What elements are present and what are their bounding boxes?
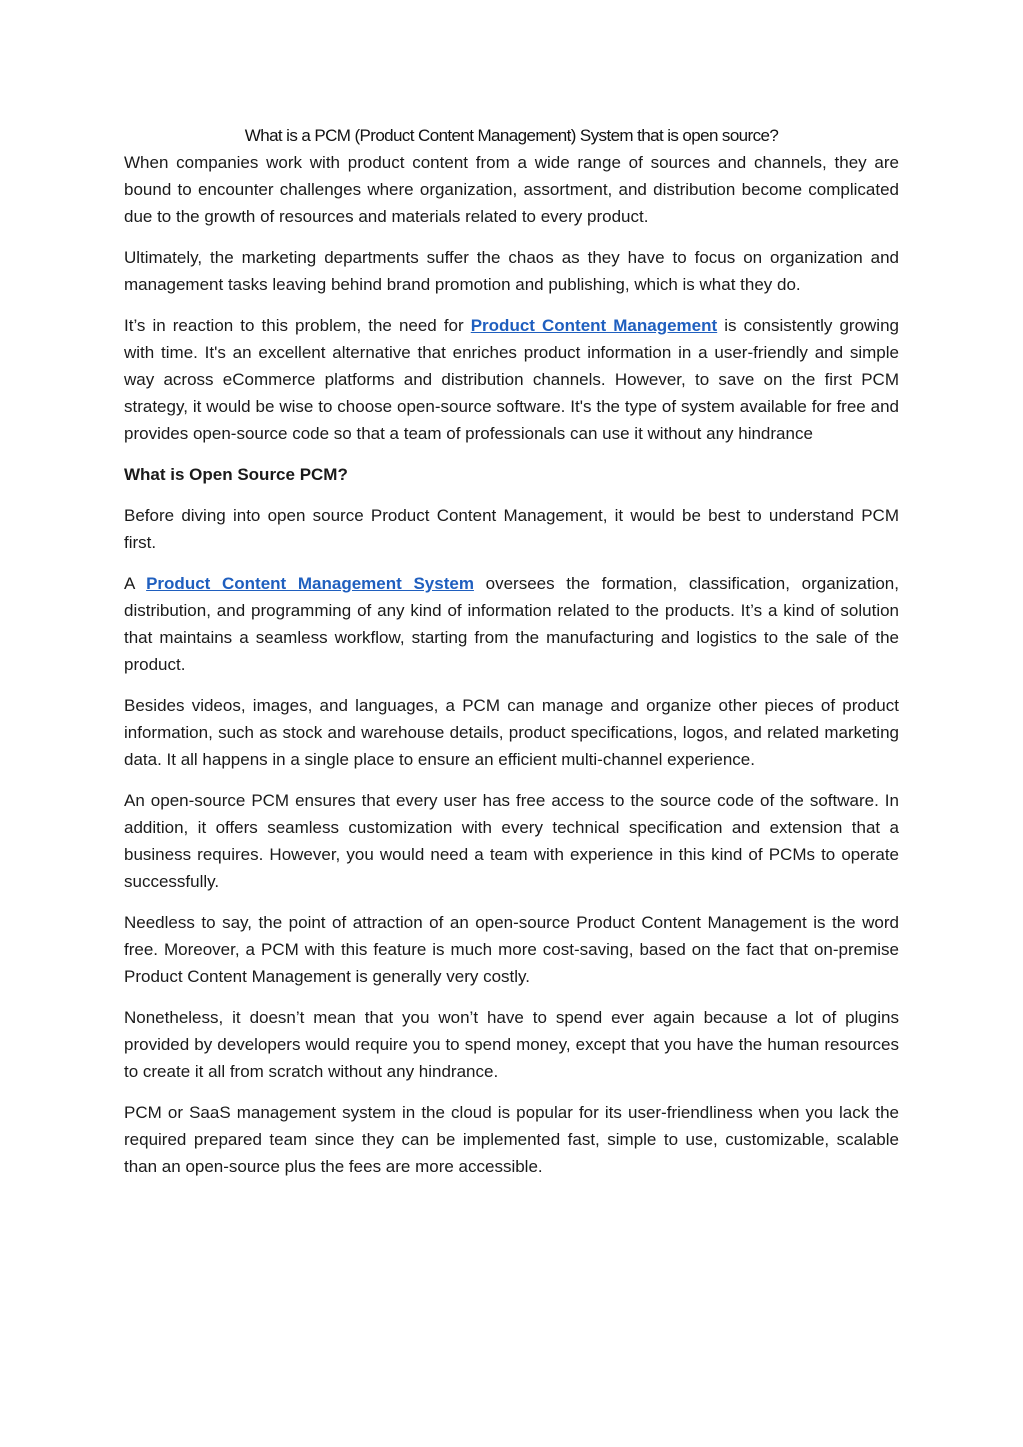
- document-page: [124, 122, 899, 1194]
- paragraph-pcm-system-text-before: A: [124, 574, 147, 593]
- paragraph-saas: PCM or SaaS management system in the cloud is popular for its user-friendliness when you lack the required prepared team since they can be implemented fast, simple to use, customizable, scalable than an open-source plus the fees are more accessible.: [124, 1103, 899, 1176]
- document-title: What is a PCM (Product Content Management) System that is open source?: [244, 126, 779, 145]
- paragraph-pcm-need-text-before: It’s in reaction to this problem, the need for: [124, 316, 471, 335]
- paragraph-before-diving: Before diving into open source Product Content Management, it would be best to understand PCM first.: [124, 506, 899, 552]
- paragraph-nonetheless: Nonetheless, it doesn’t mean that you won’t have to spend ever again because a lot of plugins provided by developers would require you to spend money, except that you have the human resources to create it all from scratch without any hindrance.: [124, 1008, 899, 1081]
- paragraph-intro: When companies work with product content from a wide range of sources and channels, they are bound to encounter challenges where organization, assortment, and distribution become complicated due to the growth of resources and materials related to every product.: [124, 153, 899, 226]
- paragraph-pcm-system: [124, 570, 899, 678]
- paragraph-marketing-chaos: Ultimately, the marketing departments suffer the chaos as they have to focus on organization and management tasks leaving behind brand promotion and publishing, which is what they do.: [124, 248, 899, 294]
- paragraph-besides-videos: Besides videos, images, and languages, a PCM can manage and organize other pieces of product information, such as stock and warehouse details, product specifications, logos, and related marketing data. It all happens in a single place to ensure an efficient multi-channel experience.: [124, 696, 899, 769]
- product-content-management-system-link[interactable]: Product Content Management System: [146, 574, 474, 593]
- product-content-management-link[interactable]: Product Content Management: [470, 316, 718, 335]
- section-heading-open-source-pcm: What is Open Source PCM?: [124, 465, 348, 484]
- paragraph-pcm-need-text-after: is consistently growing with time. It's an excellent alternative that enriches product information in a user-friendly and simple way across eCommerce platforms and distribution channels. However, to save on the first PCM strategy, it would be wise to choose open-source software. It's the type of system available for free and provides open-source code so that a team of professionals can use it without any hindrance: [124, 316, 899, 443]
- paragraph-pcm-system-text-after: oversees the formation, classification, organization, distribution, and programming of any kind of information related to the products. It’s a kind of solution that maintains a seamless workflow, starting from the manufacturing and logistics to the sale of the product.: [124, 574, 899, 674]
- paragraph-pcm-need: [124, 312, 899, 447]
- paragraph-needless-to-say: Needless to say, the point of attraction of an open-source Product Content Management is the word free. Moreover, a PCM with this feature is much more cost-saving, based on the fact that on-premise Product Content Management is generally very costly.: [124, 913, 899, 986]
- paragraph-open-source-access: An open-source PCM ensures that every user has free access to the source code of the software. In addition, it offers seamless customization with every technical specification and extension that a business requires. However, you would need a team with experience in this kind of PCMs to operate successfully.: [124, 791, 899, 891]
